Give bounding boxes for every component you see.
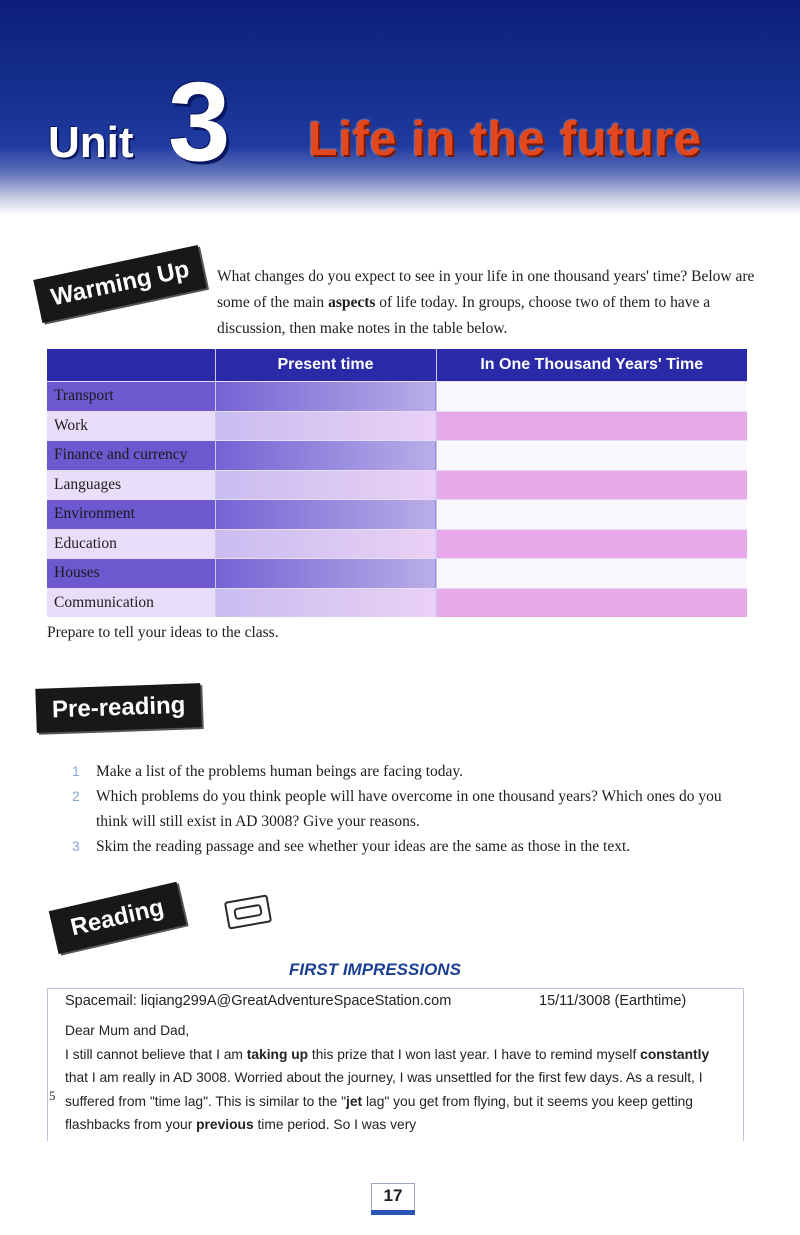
item-number: 2 [72,788,80,804]
future-cell[interactable] [436,500,747,530]
line-number: 5 [49,1088,56,1103]
future-cell[interactable] [436,382,747,412]
row-label: Transport [47,382,215,412]
future-cell[interactable] [436,588,747,617]
table-row [47,441,747,471]
email-header [65,993,740,1009]
future-cell[interactable] [436,559,747,589]
present-cell[interactable] [215,470,436,500]
table-row [47,411,747,441]
item-text: Skim the reading passage and see whether your ideas are the same as those in the text. [96,838,631,855]
present-cell[interactable] [215,588,436,617]
email-address: Spacemail: liqiang299A@GreatAdventureSpaceStation.com [65,993,452,1009]
list-item [72,834,752,859]
row-label: Languages [47,470,215,500]
unit-title: Life in the future [308,113,702,166]
table-header-cell: In One Thousand Years' Time [436,349,747,382]
pre-reading-tag: Pre-reading [35,683,202,733]
present-cell[interactable] [215,441,436,471]
table-header-cell: Present time [215,349,436,382]
prepare-note: Prepare to tell your ideas to the class. [47,624,279,641]
table-row [47,382,747,412]
future-cell[interactable] [436,441,747,471]
item-text: Which problems do you think people will have overcome in one thousand years? Which ones do you think will still exist in AD 3008? Give your reasons. [96,788,722,830]
row-label: Work [47,411,215,441]
list-item [72,784,752,834]
present-cell[interactable] [215,559,436,589]
item-text: Make a list of the problems human beings are facing today. [96,763,464,780]
warming-up-tag: Warming Up [33,245,207,323]
row-label: Finance and currency [47,441,215,471]
reading-title: FIRST IMPRESSIONS [289,960,461,979]
table-header-row [47,349,747,382]
future-cell[interactable] [436,529,747,559]
letter-greeting: Dear Mum and Dad, [65,1023,190,1038]
row-label: Communication [47,588,215,617]
table-row [47,559,747,589]
table-header-cell [47,349,215,382]
warming-up-intro: What changes do you expect to see in your life in one thousand years' time? Below are some of the main aspects of life today. In groups, choose two of them to have a discussion, then make notes in the table below. [217,268,755,337]
page-number: 17 [371,1183,415,1215]
present-cell[interactable] [215,500,436,530]
table-row [47,470,747,500]
item-number: 3 [72,838,80,854]
table-row [47,529,747,559]
row-label: Environment [47,500,215,530]
unit-number: 3 [168,59,231,184]
item-number: 1 [72,763,80,779]
table-row [47,500,747,530]
email-date: 15/11/3008 (Earthtime) [539,993,687,1009]
letter-body [65,1019,735,1137]
aspects-table [47,349,747,617]
future-cell[interactable] [436,470,747,500]
row-label: Education [47,529,215,559]
header-banner [0,0,800,215]
present-cell[interactable] [215,411,436,441]
present-cell[interactable] [215,382,436,412]
present-cell[interactable] [215,529,436,559]
row-label: Houses [47,559,215,589]
list-item [72,759,752,784]
reading-tag: Reading [49,882,186,954]
future-cell[interactable] [436,411,747,441]
pre-reading-list [72,759,752,859]
cassette-icon[interactable] [224,894,272,929]
letter-paragraph: I still cannot believe that I am taking up this prize that I won last year. I have to remind myself constantly that I am really in AD 3008. Worried about the journey, I was unsettled for the first few days. As a result, I suffered from "time lag". This is similar to the "jet lag" you get from flying, but it seems you keep getting flashbacks from your previous time period. So I was very [65,1046,710,1132]
unit-label: Unit [48,118,134,167]
table-row [47,588,747,617]
